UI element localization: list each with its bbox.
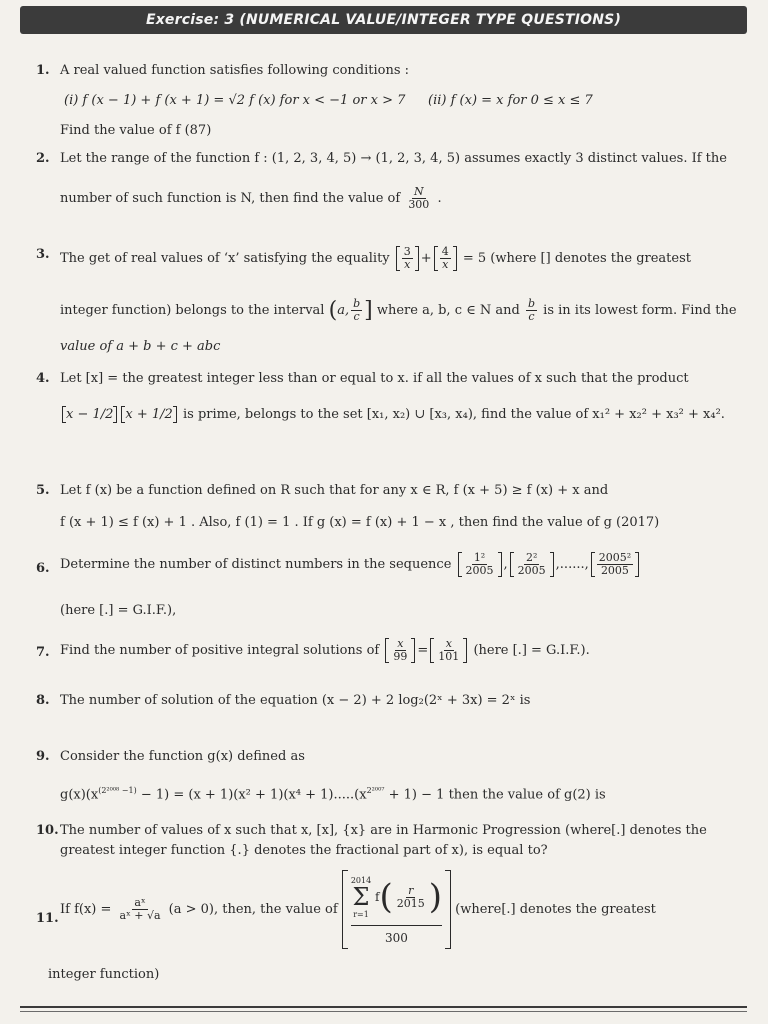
fraction-denominator: 300 (408, 198, 430, 211)
question-text: = 5 (where [] denotes the greatest (462, 251, 691, 266)
question-number: 11. (36, 911, 59, 926)
fraction-numerator: 2² (525, 551, 538, 564)
question-number: 3. (36, 247, 50, 262)
question-number: 9. (36, 749, 50, 764)
fraction (597, 552, 633, 577)
question-text: The number of values of x such that x, [x], {x} are in Harmonic Progression (where[.] denotes the (60, 823, 707, 838)
equals-sign: = (417, 643, 429, 658)
fraction-denominator: 101 (438, 650, 460, 663)
question-text: (where[.] denotes the greatest (455, 902, 656, 917)
question-text-line2 (60, 298, 737, 323)
question-text-line2 (60, 186, 442, 211)
question-text: f (x + 1) ≤ f (x) + 1 . Also, f (1) = 1 . If g (x) = f (x) + 1 − x , then find the value of g (2017) (60, 515, 660, 530)
question-text: Find the value of f (87) (60, 123, 212, 138)
fraction-denominator: c (528, 310, 535, 323)
question-text: Consider the function g(x) defined as (60, 749, 305, 764)
fraction-denominator: 2005 (465, 564, 494, 577)
fraction (391, 638, 409, 663)
fraction (526, 298, 537, 323)
question-text: number of such function is N, then find the value of (60, 191, 401, 206)
gif-bracket (121, 406, 176, 423)
fraction (406, 186, 431, 211)
fraction-numerator: 2005² (598, 551, 632, 564)
bracket-term: x − 1/2 (66, 407, 114, 422)
function-name: f (375, 890, 380, 904)
fraction (436, 638, 461, 663)
summation (351, 872, 371, 923)
question-text: The get of real values of ‘x’ satisfying the equality (60, 251, 390, 266)
fraction-numerator: x (445, 637, 452, 650)
fraction-numerator: 1² (473, 551, 486, 564)
question-text: is in its lowest form. Find the (543, 303, 737, 318)
bottom-rule (20, 1006, 747, 1008)
fraction-denominator: 2005 (517, 564, 546, 577)
gif-bracket (458, 552, 502, 577)
gif-bracket (591, 552, 639, 577)
question-number: 4. (36, 371, 50, 386)
punctuation: . (437, 191, 442, 206)
fraction (118, 897, 163, 922)
question-text-line1 (60, 552, 641, 577)
fraction-numerator: 3 (403, 245, 411, 258)
question-number: 8. (36, 693, 50, 708)
fraction-denominator: aˣ + √a (119, 909, 161, 922)
question-text: Determine the number of distinct numbers in the sequence (60, 557, 452, 572)
fraction (395, 885, 427, 910)
question-text: (a > 0), then, the value of (168, 902, 338, 917)
question-text: integer function) belongs to the interval (60, 303, 325, 318)
fraction-numerator: 4 (441, 245, 449, 258)
exercise-title: Exercise: 3 (NUMERICAL VALUE/INTEGER TYPE QUESTIONS) (145, 12, 622, 28)
gif-bracket (510, 552, 554, 577)
open-paren: ( (328, 298, 338, 323)
sum-numerator (351, 872, 442, 926)
fraction-denominator: x (404, 258, 411, 271)
question-text: (here [.] = G.I.F.). (473, 643, 590, 658)
sum-upper-limit: 2014 (350, 876, 372, 885)
bottom-rule (20, 1011, 747, 1012)
fraction-numerator: x (397, 637, 404, 650)
question-text: The number of solution of the equation (x − 2) + 2 log₂(2ˣ + 3x) = 2ˣ is (60, 693, 531, 708)
question-text: A real valued function satisfies following conditions : (60, 63, 410, 78)
close-bracket: ] (364, 298, 373, 323)
question-text: Let f (x) be a function defined on R such that for any x ∈ R, f (x + 5) ≥ f (x) + x and (60, 483, 609, 498)
fraction (440, 246, 451, 271)
sum-lower-limit: r=1 (353, 910, 369, 919)
fraction-denominator: 2005 (600, 564, 629, 577)
question-text: greatest integer function {.} denotes the fractional part of x), is equal to? (60, 843, 548, 858)
gif-bracket (396, 246, 419, 271)
separator: , (503, 557, 508, 572)
gif-bracket (62, 406, 117, 423)
question-text: integer function) (48, 967, 160, 982)
question-text: where a, b, c ∈ N and (376, 303, 520, 318)
gif-sum-expression (342, 870, 451, 949)
expression-part: − 1) = (x + 1)(x² + 1)(x⁴ + 1).....(x (140, 787, 367, 803)
fraction (351, 298, 362, 323)
question-text: If f(x) = (60, 902, 112, 917)
question-text: Let the range of the function f : (1, 2, 3, 4, 5) → (1, 2, 3, 4, 5) assumes exactly 3 distinct values. If the (60, 151, 727, 166)
condition-ii: (ii) f (x) = x for 0 ≤ x ≤ 7 (428, 93, 593, 108)
exponent: 2²⁰⁰⁷ (366, 786, 385, 795)
condition-i: (i) f (x − 1) + f (x + 1) = √2 f (x) for x < −1 or x > 7 (64, 93, 406, 108)
fraction-numerator: N (414, 185, 424, 198)
fraction-denominator: x (442, 258, 449, 271)
question-text-line1 (60, 638, 590, 663)
fraction-denominator: 99 (393, 650, 408, 663)
open-paren: ( (379, 877, 393, 917)
fraction (464, 552, 496, 577)
sum-denominator: 300 (384, 931, 408, 945)
fraction-numerator: b (527, 297, 536, 310)
question-text: value of a + b + c + abc (60, 339, 221, 354)
interval-start: a, (337, 303, 350, 318)
fraction-denominator: 2015 (396, 897, 425, 910)
question-text: is prime, belongs to the set [x₁, x₂) ∪ [x₃, x₄), find the value of x₁² + x₂² + x₃² + x₄². (182, 407, 725, 422)
question-number: 2. (36, 151, 50, 166)
exercise-header (20, 6, 747, 34)
bracket-term: x + 1/2 (125, 407, 173, 422)
question-number: 7. (36, 645, 50, 660)
question-text-line1: The get of real values of ‘x’ satisfying the equality $\frac{3}{x}$ + $\frac{4}{x}$ = 5 (where [] denotes the greatest (60, 245, 691, 271)
question-text-line1 (60, 870, 656, 949)
question-text: Let [x] = the greatest integer less than or equal to x. if all the values of x such that the product (60, 371, 689, 386)
question-text-line2 (60, 782, 606, 803)
question-number: 5. (36, 483, 50, 498)
question-text-line2 (60, 406, 725, 423)
question-text: (here [.] = G.I.F.), (60, 603, 177, 618)
question-number: 6. (36, 561, 50, 576)
fraction-denominator: c (353, 310, 360, 323)
gif-bracket (434, 246, 457, 271)
question-text: Find the number of positive integral solutions of (60, 643, 380, 658)
exponent: (2²⁰⁰⁸ −1) (98, 786, 137, 795)
fraction (516, 552, 548, 577)
fraction-numerator: b (353, 297, 361, 310)
expression-part: + 1) − 1 then the value of g(2) is (388, 787, 606, 803)
gif-bracket (430, 638, 467, 663)
ellipsis: ,......, (555, 557, 589, 572)
close-paren: ) (428, 877, 443, 917)
question-number: 1. (36, 63, 50, 78)
fraction-numerator: aˣ (134, 896, 146, 909)
expression-part: g(x)(x (60, 787, 99, 803)
gif-bracket (385, 638, 415, 663)
fraction-numerator: r (408, 884, 414, 897)
fraction (402, 246, 413, 271)
sigma-icon: Σ (352, 883, 370, 911)
question-number: 10. (36, 823, 59, 838)
